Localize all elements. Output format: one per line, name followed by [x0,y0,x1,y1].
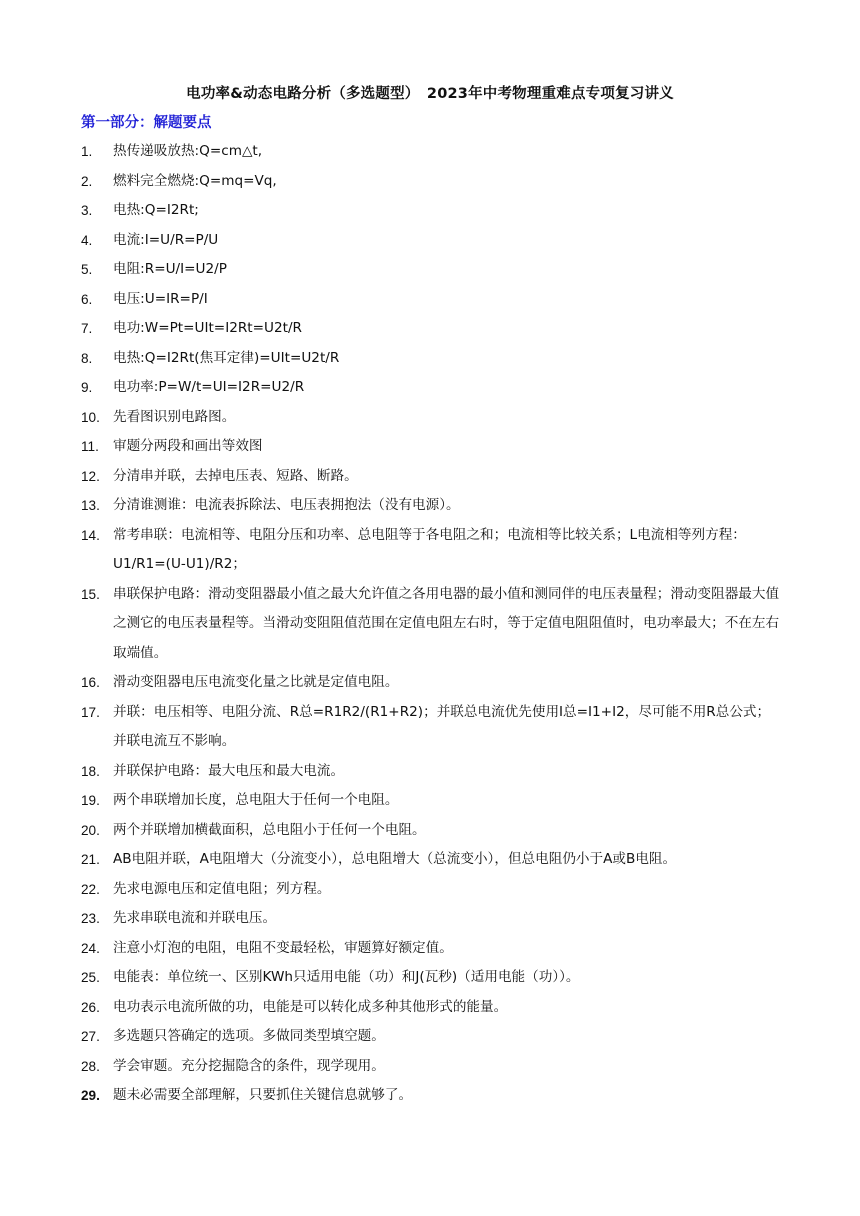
list-item [81,137,781,167]
item-text: 电流:I=U/R=P/U [113,231,219,248]
item-number: 24. [81,940,100,956]
item-text: 并联：电压相等、电阻分流、R总=R1R2/(R1+R2)；并联总电流优先使用I总=I1+I2，尽可能不用R总公式；并联电流互不影响。 [113,703,771,749]
item-number: 9. [81,380,93,395]
list-item [81,167,781,197]
item-text: 先看图识别电路图。 [113,408,236,425]
list-item [81,403,781,433]
item-text: 分清串并联，去掉电压表、短路、断路。 [113,467,358,484]
item-number: 13. [81,498,100,513]
item-text: 题未必需要全部理解，只要抓住关键信息就够了。 [113,1087,413,1103]
item-text: 电功:W=Pt=UIt=I2Rt=U2t/R [113,320,302,336]
item-number: 20. [81,822,100,838]
item-number: 21. [81,852,100,867]
item-text: 先求串联电流和并联电压。 [113,910,277,926]
item-number: 27. [81,1029,100,1044]
item-number: 14. [81,527,100,543]
list-item [81,934,781,964]
list-item [81,875,781,905]
list-item [81,196,781,226]
item-number: 1. [81,144,93,159]
list-item [81,462,781,492]
item-text: 电热:Q=I2Rt; [113,202,199,218]
item-text: 常考串联：电流相等、电阻分压和功率、总电阻等于各电阻之和；电流相等比较关系；L电流相等列方程：U1/R1=(U-U1)/R2； [113,526,746,572]
item-number: 25. [81,970,100,985]
item-text: 燃料完全燃烧:Q=mq=Vq, [113,172,277,189]
list-item [81,1022,781,1052]
list-item [81,580,781,669]
list-item [81,314,781,344]
list-item [81,963,781,993]
item-text: 电能表：单位统一、区别KWh只适用电能（功）和J(瓦秒)（适用电能（功））。 [113,969,580,985]
item-number: 6. [81,291,93,307]
list-item [81,757,781,787]
item-number: 7. [81,321,93,336]
list-item [81,1081,781,1111]
list-item [81,344,781,374]
item-text: 电功表示电流所做的功，电能是可以转化成多种其他形式的能量。 [113,998,508,1015]
item-number: 15. [81,586,100,602]
item-text: 滑动变阻器电压电流变化量之比就是定值电阻。 [113,674,399,690]
item-text: 两个并联增加横截面积，总电阻小于任何一个电阻。 [113,821,426,838]
list-item [81,698,781,757]
item-text: 电阻:R=U/I=U2/P [113,261,227,277]
list-item [81,668,781,698]
item-text: 多选题只答确定的选项。多做同类型填空题。 [113,1028,385,1044]
item-text: 审题分两段和画出等效图 [113,438,263,454]
list-item [81,786,781,816]
item-text: 电功率:P=W/t=UI=I2R=U2/R [113,379,305,395]
item-number: 16. [81,675,100,690]
list-item [81,816,781,846]
item-number: 5. [81,262,93,277]
list-item [81,491,781,521]
item-number: 4. [81,232,93,248]
list-item [81,845,781,875]
item-number: 28. [81,1058,100,1074]
item-number: 19. [81,793,100,808]
item-number: 10. [81,409,100,425]
item-number: 17. [81,704,100,720]
item-text: 两个串联增加长度，总电阻大于任何一个电阻。 [113,792,399,808]
section-heading: 第一部分：解题要点 [81,115,212,131]
item-text: 注意小灯泡的电阻，电阻不变最轻松，审题算好额定值。 [113,939,453,956]
list-item [81,1052,781,1082]
item-number: 2. [81,173,93,189]
list-item [81,993,781,1023]
item-text: 热传递吸放热:Q=cm△t, [113,143,263,159]
item-text: 电压:U=IR=P/I [113,290,208,307]
list-item [81,904,781,934]
document-title: 电功率&动态电路分析（多选题型） 2023年中考物理重难点专项复习讲义 [186,86,674,102]
item-text: 串联保护电路：滑动变阻器最小值之最大允许值之各用电器的最小值和测同伴的电压表量程；滑动变阻器最大值之测它的电压表量程等。当滑动变阻阻值范围在定值电阻左右时，等于定值电阻阻值时，电功率最大；不在左右取端值。 [113,585,780,661]
item-number: 26. [81,999,100,1015]
list-item [81,432,781,462]
list-item [81,285,781,315]
item-number: 23. [81,911,100,926]
item-text: 分清谁测谁：电流表拆除法、电压表拥抱法（没有电源）。 [113,497,460,513]
item-number: 29. [81,1088,100,1103]
item-text: 先求电源电压和定值电阻；列方程。 [113,880,331,897]
item-number: 11. [81,439,99,454]
list-item [81,521,781,580]
item-text: 电热:Q=I2Rt(焦耳定律)=UIt=U2t/R [113,349,340,366]
list-item [81,373,781,403]
item-number: 18. [81,763,100,779]
item-text: AB电阻并联，A电阻增大（分流变小），总电阻增大（总流变小），但总电阻仍小于A或B电阻。 [113,851,677,867]
item-text: 学会审题。充分挖掘隐含的条件，现学现用。 [113,1057,385,1074]
list-item [81,255,781,285]
item-number: 12. [81,468,100,484]
item-text: 并联保护电路：最大电压和最大电流。 [113,762,345,779]
key-points-list [81,137,781,1111]
item-number: 22. [81,881,100,897]
item-number: 8. [81,350,93,366]
item-number: 3. [81,203,93,218]
list-item [81,226,781,256]
